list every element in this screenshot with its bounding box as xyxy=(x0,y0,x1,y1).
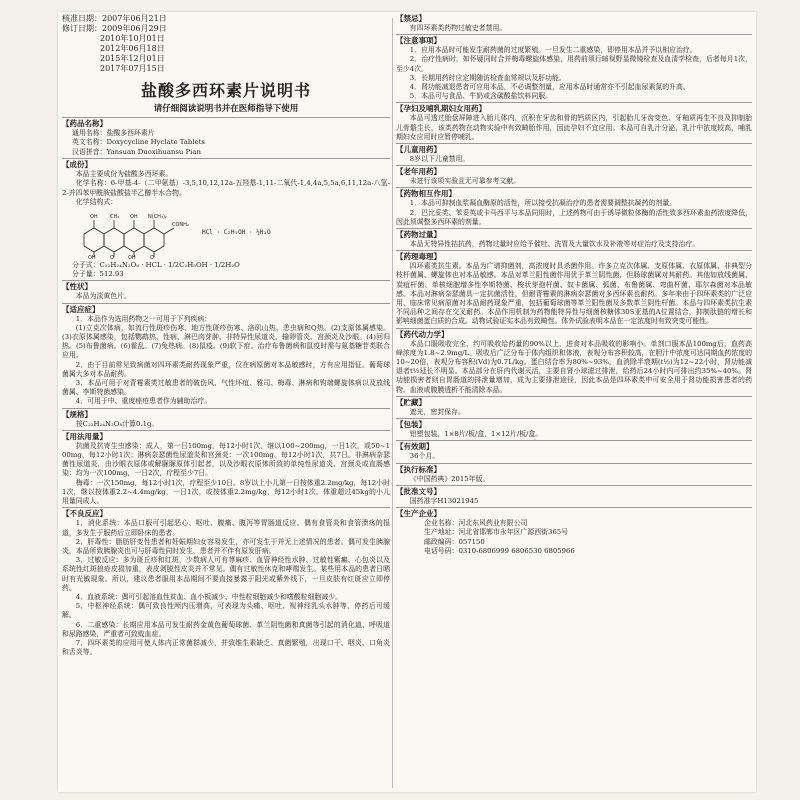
dosage-text: 抗菌及抗寄生虫感染：成人，第一日100mg，每12小时1次，继以100~200mg，一日1次，或50~100mg，每12小时1次；淋病奈瑟菌性尿道炎和宫颈炎：一次100mg，每12小时1次，共7日。非淋病奈瑟菌性尿道炎，由沙眼衣原体或解脲脲原体引起者，以及沙眼衣原体所致的单纯性尿道炎、宫颈炎或直肠感染：均为一次100mg，一日2次，疗程至少7日。 xyxy=(62,441,390,478)
section-heading-manufacturer: 【生产企业】 xyxy=(396,507,752,519)
revision-date: 2010年10月01日 xyxy=(100,34,165,43)
adverse-text: 3．过敏反应：多为斑丘疹和红斑，少数病人可有荨麻疹、血管神经性水肿、过敏性紫癜、心包炎以及系统性红斑狼疮皮损加重，表皮剥脱性皮炎并不常见。偶有过敏性休克和哮喘发生。某些用本品的患者日晒时有光敏现象。所以，建议患者服用本品期间不要直接暴露于阳光或紫外线下，一旦皮肤有红斑应立即停药。 xyxy=(62,556,390,592)
interactions-text: 1．本品可抑制血浆凝血酶原的活性，所以接受抗凝治疗的患者需要调整抗凝药的剂量。 xyxy=(409,199,677,208)
package-text: 铝塑包装，1×8片/板/盒，1×12片/板/盒。 xyxy=(409,430,543,439)
molecular-weight: 分子量：512.93 xyxy=(72,270,124,279)
english-name: 英文名称：Doxycycline Hyclate Tablets xyxy=(72,138,205,147)
composition-text: 本品主要成份为盐酸多西环素。 xyxy=(75,170,173,179)
indications-text: 2．由于目前常见致病菌对四环素类耐药现象严重，仅在病原菌对本品敏感时，方有应用指征。葡萄球菌属大多对本品耐药。 xyxy=(62,360,390,378)
manufacturer-info xyxy=(396,519,752,557)
revision-date: 修订日期：2009年06月29日 xyxy=(62,24,167,33)
precautions-text: 3．长期用药时应定期随访检查血常规以及肝功能。 xyxy=(409,73,566,82)
section-heading-elderly: 【老年用药】 xyxy=(396,165,752,177)
section-heading-dosage: 【用法用量】 xyxy=(62,430,390,442)
structure-label: 化学结构式： xyxy=(75,197,118,206)
approval-number: 国药准字H13021945 xyxy=(409,496,479,505)
adverse-text: 4．血液系统：偶可引起溶血性贫血、血小板减少、中性粒细胞减少和嗜酸粒细胞减少。 xyxy=(75,592,343,601)
elderly-text: 未进行该项实验且无可靠参考文献。 xyxy=(409,177,521,186)
contraindications-text: 有四环素类药物过敏史者禁用。 xyxy=(409,24,507,32)
section-heading-precautions: 【注意事项】 xyxy=(396,34,752,46)
section-heading-pharmacology: 【药理毒理】 xyxy=(396,250,752,262)
indications-text: 4．可用于中、重度痤疮患者作为辅助治疗。 xyxy=(75,397,212,406)
document-title: 盐酸多西环素片说明书 xyxy=(140,81,311,100)
document-subtitle: 请仔细阅读说明书并在医师指导下使用 xyxy=(153,104,299,114)
pharmacology-text: 四环素类抗生素。本品为广谱抑菌剂，高浓度时具杀菌作用。许多立克次体属、支原体属、衣原体属、非典型分枝杆菌属、螺旋体也对本品敏感。本品对革兰阳性菌作用优于革兰阴性菌，但肠球菌属对其耐药。其他如放线菌属、炭疽杆菌、单核细胞增多性李斯特菌、梭状芽孢杆菌、奴卡菌属、弧菌、布鲁菌属、弯曲杆菌、耶尔森菌对本品敏感。本品对淋病奈瑟菌具一定抗菌活性，但耐青霉素的淋病奈瑟菌对多西环素也耐药。多年来由于四环素类的广泛应用，临床常见病原菌对本品耐药现象严重，包括葡萄球菌等革兰阳性菌及多数革兰阴性杆菌。本品与四环素类抗生素不同品种之间存在交叉耐药。本品作用机制为药物能特异性与细菌核糖体30S亚基的A位置结合，抑制肽链的增长和影响细菌蛋白质的合成。动物试验证实本品有致畸性。体外试验表明本品在一定浓度时有致突变可能性。 xyxy=(396,262,752,326)
revision-date: 2017年07月15日 xyxy=(100,64,165,73)
precautions-text: 2．治疗性病时，如怀疑同时合并梅毒螺旋体感染，用药前须行暗视野显微镜检查及血清学检查，后者每月1次，至少4次。 xyxy=(396,55,752,73)
section-heading-approval: 【批准文号】 xyxy=(396,485,752,497)
precautions-text: 5．本品可与食品、牛奶或含碳酸盐饮料同服。 xyxy=(409,92,552,101)
section-heading-contraindications: 【禁忌】 xyxy=(396,14,426,23)
svg-text:O: O xyxy=(110,255,114,260)
column-divider xyxy=(392,18,393,788)
precautions-text: 1．应用本品时可能发生耐药菌的过度繁殖。一旦发生二重感染，即停用本品并予以相应治疗。 xyxy=(409,46,697,55)
section-heading-specification: 【规格】 xyxy=(62,408,390,420)
revision-dates xyxy=(62,14,390,74)
svg-text:CONH₂: CONH₂ xyxy=(172,222,189,229)
adverse-text: 7．四环素类的应用可使人体内正常菌群减少，并致维生素缺乏、真菌繁殖，出现口干、咽炎、口角炎和舌炎等。 xyxy=(62,638,390,657)
section-heading-package: 【包装】 xyxy=(396,418,752,430)
pregnancy-text: 本品可透过胎盘屏障进入胎儿体内，沉积在牙齿和骨的钙质区内，引起胎儿牙齿变色、牙釉质再生不良及抑制胎儿骨骼生长，该类药物在动物实验中有致畸胎作用，因此孕妇不宜应用。本品可自乳汁分泌，乳汁中浓度较高，哺乳期妇女应用时应暂停哺乳。 xyxy=(396,114,752,141)
specification-text: 按C₂₂H₂₄N₂O₈计算0.1g。 xyxy=(75,419,159,428)
adverse-text: 6．二重感染：长期应用本品可发生耐药金黄色葡萄球菌、革兰阴性菌和真菌等引起的消化道、呼吸道和尿路感染，严重者可致败血症。 xyxy=(62,620,390,638)
svg-text:N(CH₃)₂: N(CH₃)₂ xyxy=(148,214,167,221)
section-heading-pregnancy: 【孕妇及哺乳期妇女用药】 xyxy=(396,102,752,114)
indications-text: (1)立克次体病，如流行性斑疹伤寒、地方性斑疹伤寒、洛矶山热、恙虫病和Q热。(2)支原体属感染。(3)衣原体属感染，包括鹦鹉热、性病、淋巴肉芽肿、非特异性尿道炎、输卵管炎、宫颈炎及沙眼。(4)回归热。(5)布鲁菌病。(6)霍乱。(7)兔热病。(8)鼠疫。(9)软下疳。治疗布鲁菌病和鼠疫时需与氨基糖苷类联合应用。 xyxy=(62,323,390,360)
right-column xyxy=(396,12,752,792)
validity-text: 36个月。 xyxy=(409,452,440,461)
svg-text:O: O xyxy=(150,255,154,260)
section-heading-adverse-reactions: 【不良反应】 xyxy=(62,507,390,519)
section-heading-children: 【儿童用药】 xyxy=(396,143,752,155)
section-heading-properties: 【性状】 xyxy=(62,280,390,292)
revision-date: 2012年06月18日 xyxy=(100,44,165,53)
section-heading-composition: 【成份】 xyxy=(62,158,390,170)
revision-date: 核准日期：2007年06月21日 xyxy=(62,14,167,23)
standard-text: 《中国药典》2015年版。 xyxy=(409,474,490,483)
svg-text:OH: OH xyxy=(90,214,98,221)
indications-text: 3．本品可用于对青霉素类过敏患者的破伤风、气性坏疽、雅司、梅毒、淋病和钩端螺旋体病以及放线菌属、李斯特菌感染。 xyxy=(62,379,390,397)
section-heading-storage: 【贮藏】 xyxy=(396,396,752,408)
adverse-text: 5．中枢神经系统：偶可致良性颅内压增高，可表现为头痛、呕吐、视神经乳头水肿等，停药后可缓解。 xyxy=(62,602,390,620)
indications-text: 1．本品作为选用药物之一可用于下列疾病： xyxy=(75,314,212,323)
chemical-name: 化学名称：6-甲基-4-（二甲氨基）-3,5,10,12,12a-五羟基-1,11-二氧代-1,4,4a,5,5a,6,11,12a-八氢-2-并四苯甲酰胺盐酸盐半乙醇半水合物。 xyxy=(62,179,390,197)
company-phone: 电话号码：0310-6806999 6806530 6805966 xyxy=(424,547,575,556)
svg-text:OH: OH xyxy=(88,255,96,260)
svg-text:OH: OH xyxy=(128,255,136,260)
interactions-text: 2．巴比妥类、苯妥英或卡马西平与本品同用时，上述药物可由于诱导微粒体酶的活性致多西环素血药浓度降低，因此须调整多西环素的剂量。 xyxy=(396,208,752,226)
section-heading-standard: 【执行标准】 xyxy=(396,463,752,475)
children-text: 8岁以下儿童禁用。 xyxy=(409,155,470,164)
company-postcode: 邮政编码：057150 xyxy=(424,537,485,546)
molecular-formula: 分子式：C₂₂H₂₄N₂O₈ · HCL · 1/2C₂H₅OH · 1/2H₂O xyxy=(72,261,240,270)
pharmacokinetics-text: 本品口服吸收完全，约可吸收给药量的90%以上，进食对本品吸收的影响小。单剂口服本品100mg后，血药高峰浓度为1.8~2.9mg/L。吸收后广泛分布于体内组织和体液，表观分布容积较高，在胆汁中浓度可达同期血药浓度的10~20倍，表观分布容积(Vd)为0.7L/kg。蛋白结合率为80%~93%。血消除半衰期(t½)为12~22小时，肾功能减退者t½延长不明显。本品部分在肝内代谢灭活，主要自肾小球滤过排泄，给药后24小时内可排出约35%~40%。肾功能损害者则自胃肠道的排泄量增加，成为主要排泄途径，因此本品是四环素类中可安全用于肾功能损害患者的药物。血液或腹膜透析不能清除本品。 xyxy=(396,339,752,394)
section-heading-pharmacokinetics: 【药代动力学】 xyxy=(396,328,752,340)
pinyin-name: 汉语拼音：Yansuan Duoxihuansu Pian xyxy=(72,147,201,156)
section-heading-overdose: 【药物过量】 xyxy=(396,228,752,240)
left-column xyxy=(62,12,390,792)
section-heading-interactions: 【药物相互作用】 xyxy=(396,187,752,199)
svg-text:OH: OH xyxy=(130,214,138,221)
adverse-text: 2．肝毒性：脂肪肝变性患者和妊娠期妇女容易发生，亦可发生于并无上述情况的患者。偶可发生胰腺炎，本品所致胰腺炎也可与肝毒性同时发生，患者并不伴有原发肝病。 xyxy=(62,537,390,555)
section-heading-validity: 【有效期】 xyxy=(396,440,752,452)
chemical-structure xyxy=(72,209,390,259)
svg-text:CH₃: CH₃ xyxy=(110,214,120,221)
company-name: 企业名称：河北东风药业有限公司 xyxy=(424,518,528,527)
salt-formula: HCl · C₂H₅OH · ½H₂O xyxy=(202,229,271,237)
storage-text: 遮光，密封保存。 xyxy=(409,407,465,416)
dosage-text: 梅毒：一次150mg，每12小时1次，疗程至少10日。8岁以上小儿第一日按体重2.2mg/kg，每12小时1次，继以按体重2.2~4.4mg/kg，一日1次，或按体重2.2mg/kg，每12小时1次。体重超过45kg的小儿用量同成人。 xyxy=(62,478,390,506)
adverse-text: 1．消化系统：本品口服可引起恶心、呕吐、腹痛、腹泻等胃肠道反应。偶有食管炎和食管溃疡的报道，多发生于服药后立即卧床的患者。 xyxy=(62,519,390,537)
overdose-text: 本品无特异性拮抗药，药物过量时应给予催吐、洗胃及大量饮水及补液等对症治疗及支持治疗。 xyxy=(409,240,700,249)
leaflet-page xyxy=(58,12,756,792)
section-heading-indications: 【适应症】 xyxy=(62,303,390,315)
company-address: 生产地址：河北省邯郸市永年区广源西街365号 xyxy=(424,528,569,537)
section-heading-drug-name: 【药品名称】 xyxy=(62,117,390,129)
revision-date: 2015年12月01日 xyxy=(100,54,165,63)
common-name: 通用名称：盐酸多西环素片 xyxy=(72,129,155,137)
precautions-text: 4．肾功能减退患者可应用本品，不必调整剂量，应用本品时通常亦不引起血尿素氮的升高。 xyxy=(409,83,690,92)
properties-text: 本品为淡黄色片。 xyxy=(75,292,131,301)
